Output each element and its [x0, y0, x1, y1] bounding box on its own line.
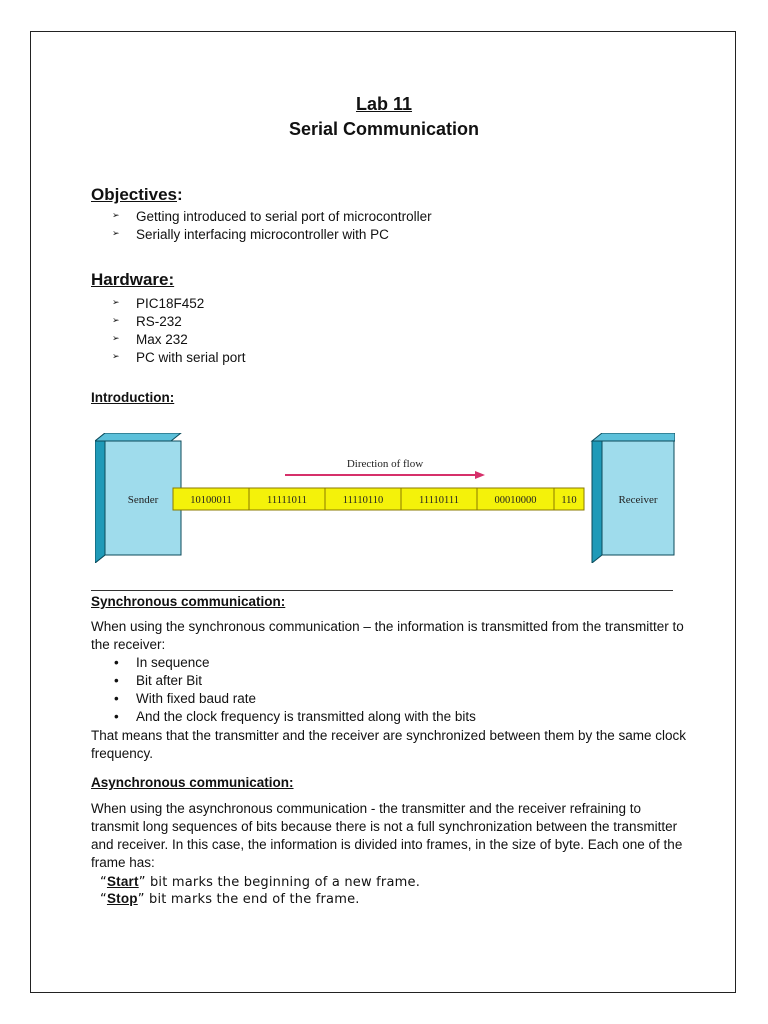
hardware-heading	[91, 270, 174, 290]
objectives-heading-text: Objectives	[91, 185, 177, 204]
page-title: Serial Communication	[288, 119, 480, 139]
direction-label: Direction of flow	[346, 458, 424, 470]
arrow-bullet-icon: ➢	[112, 228, 120, 238]
stop-bit-line: “Stop” bit marks the end of the frame.	[100, 891, 360, 907]
list-item-text: PIC18F452	[136, 296, 205, 311]
serial-transmission-diagram	[95, 433, 675, 563]
list-item-text: In sequence	[136, 655, 210, 670]
frame-bits-label: 00010000	[494, 495, 537, 506]
frames-bar	[173, 488, 584, 510]
frame-bits-label: 10100011	[190, 495, 232, 506]
synchronous-intro: When using the synchronous communication – the information is transmitted from the transmitter to the receiver:	[91, 619, 684, 652]
bullet-icon: •	[114, 673, 119, 688]
list-item	[112, 331, 246, 349]
objectives-list	[112, 208, 432, 244]
list-item	[110, 708, 476, 726]
bullet-icon: •	[114, 709, 119, 724]
stop-bit-description: bit marks the end of the frame.	[149, 892, 360, 907]
list-item-text: Getting introduced to serial port of microcontroller	[136, 209, 432, 224]
arrow-bullet-icon: ➢	[112, 315, 120, 325]
start-bit-term: Start	[106, 874, 139, 889]
frame-bits-label: 11110110	[342, 495, 384, 506]
synchronous-heading: Synchronous communication:	[91, 594, 286, 609]
synchronous-list	[110, 654, 476, 726]
list-item	[110, 672, 476, 690]
hardware-list	[112, 295, 246, 367]
list-item-text: Bit after Bit	[136, 673, 203, 688]
list-item	[110, 690, 476, 708]
section-divider	[91, 590, 673, 591]
introduction-heading: Introduction:	[91, 390, 175, 405]
frame-bits-label: 11110111	[418, 495, 460, 506]
list-item-text: Max 232	[136, 332, 188, 347]
list-item	[112, 295, 246, 313]
frame-bits-label: 110	[561, 495, 577, 506]
lab-title: Lab 11	[355, 94, 413, 114]
list-item	[112, 313, 246, 331]
list-item	[112, 208, 432, 226]
arrow-bullet-icon: ➢	[112, 333, 120, 343]
list-item	[110, 654, 476, 672]
arrow-bullet-icon: ➢	[112, 297, 120, 307]
list-item-text: And the clock frequency is transmitted along with the bits	[136, 709, 476, 724]
list-item-text: PC with serial port	[136, 350, 246, 365]
start-bit-line: “Start” bit marks the beginning of a new frame.	[100, 874, 421, 890]
asynchronous-heading: Asynchronous communication:	[91, 775, 294, 790]
direction-arrow-icon	[475, 471, 485, 479]
asynchronous-intro: When using the asynchronous communication - the transmitter and the receiver refraining to transmit long sequences of bits because there is not a full synchronization between the transmitter and receiver. In this case, the information is divided into frames, in the size of byte. Each one of the frame has:	[91, 801, 683, 870]
hardware-heading-text: Hardware:	[91, 270, 175, 289]
bullet-icon: •	[114, 655, 119, 670]
sender-label: Sender	[127, 494, 159, 506]
start-bit-description: bit marks the beginning of a new frame.	[149, 875, 421, 890]
list-item	[112, 349, 246, 367]
list-item-text: With fixed baud rate	[136, 691, 257, 706]
list-item-text: Serially interfacing microcontroller with PC	[136, 227, 389, 242]
bullet-icon: •	[114, 691, 119, 706]
arrow-bullet-icon: ➢	[112, 351, 120, 361]
objectives-heading	[91, 185, 183, 205]
objectives-colon: :	[177, 185, 183, 204]
arrow-bullet-icon: ➢	[112, 210, 120, 220]
stop-bit-term: Stop	[106, 891, 138, 906]
list-item	[112, 226, 432, 244]
receiver-label: Receiver	[618, 494, 658, 506]
synchronous-outro: That means that the transmitter and the receiver are synchronized between them by the same clock frequency.	[91, 728, 687, 761]
list-item-text: RS-232	[136, 314, 182, 329]
frame-bits-label: 11111011	[266, 495, 308, 506]
